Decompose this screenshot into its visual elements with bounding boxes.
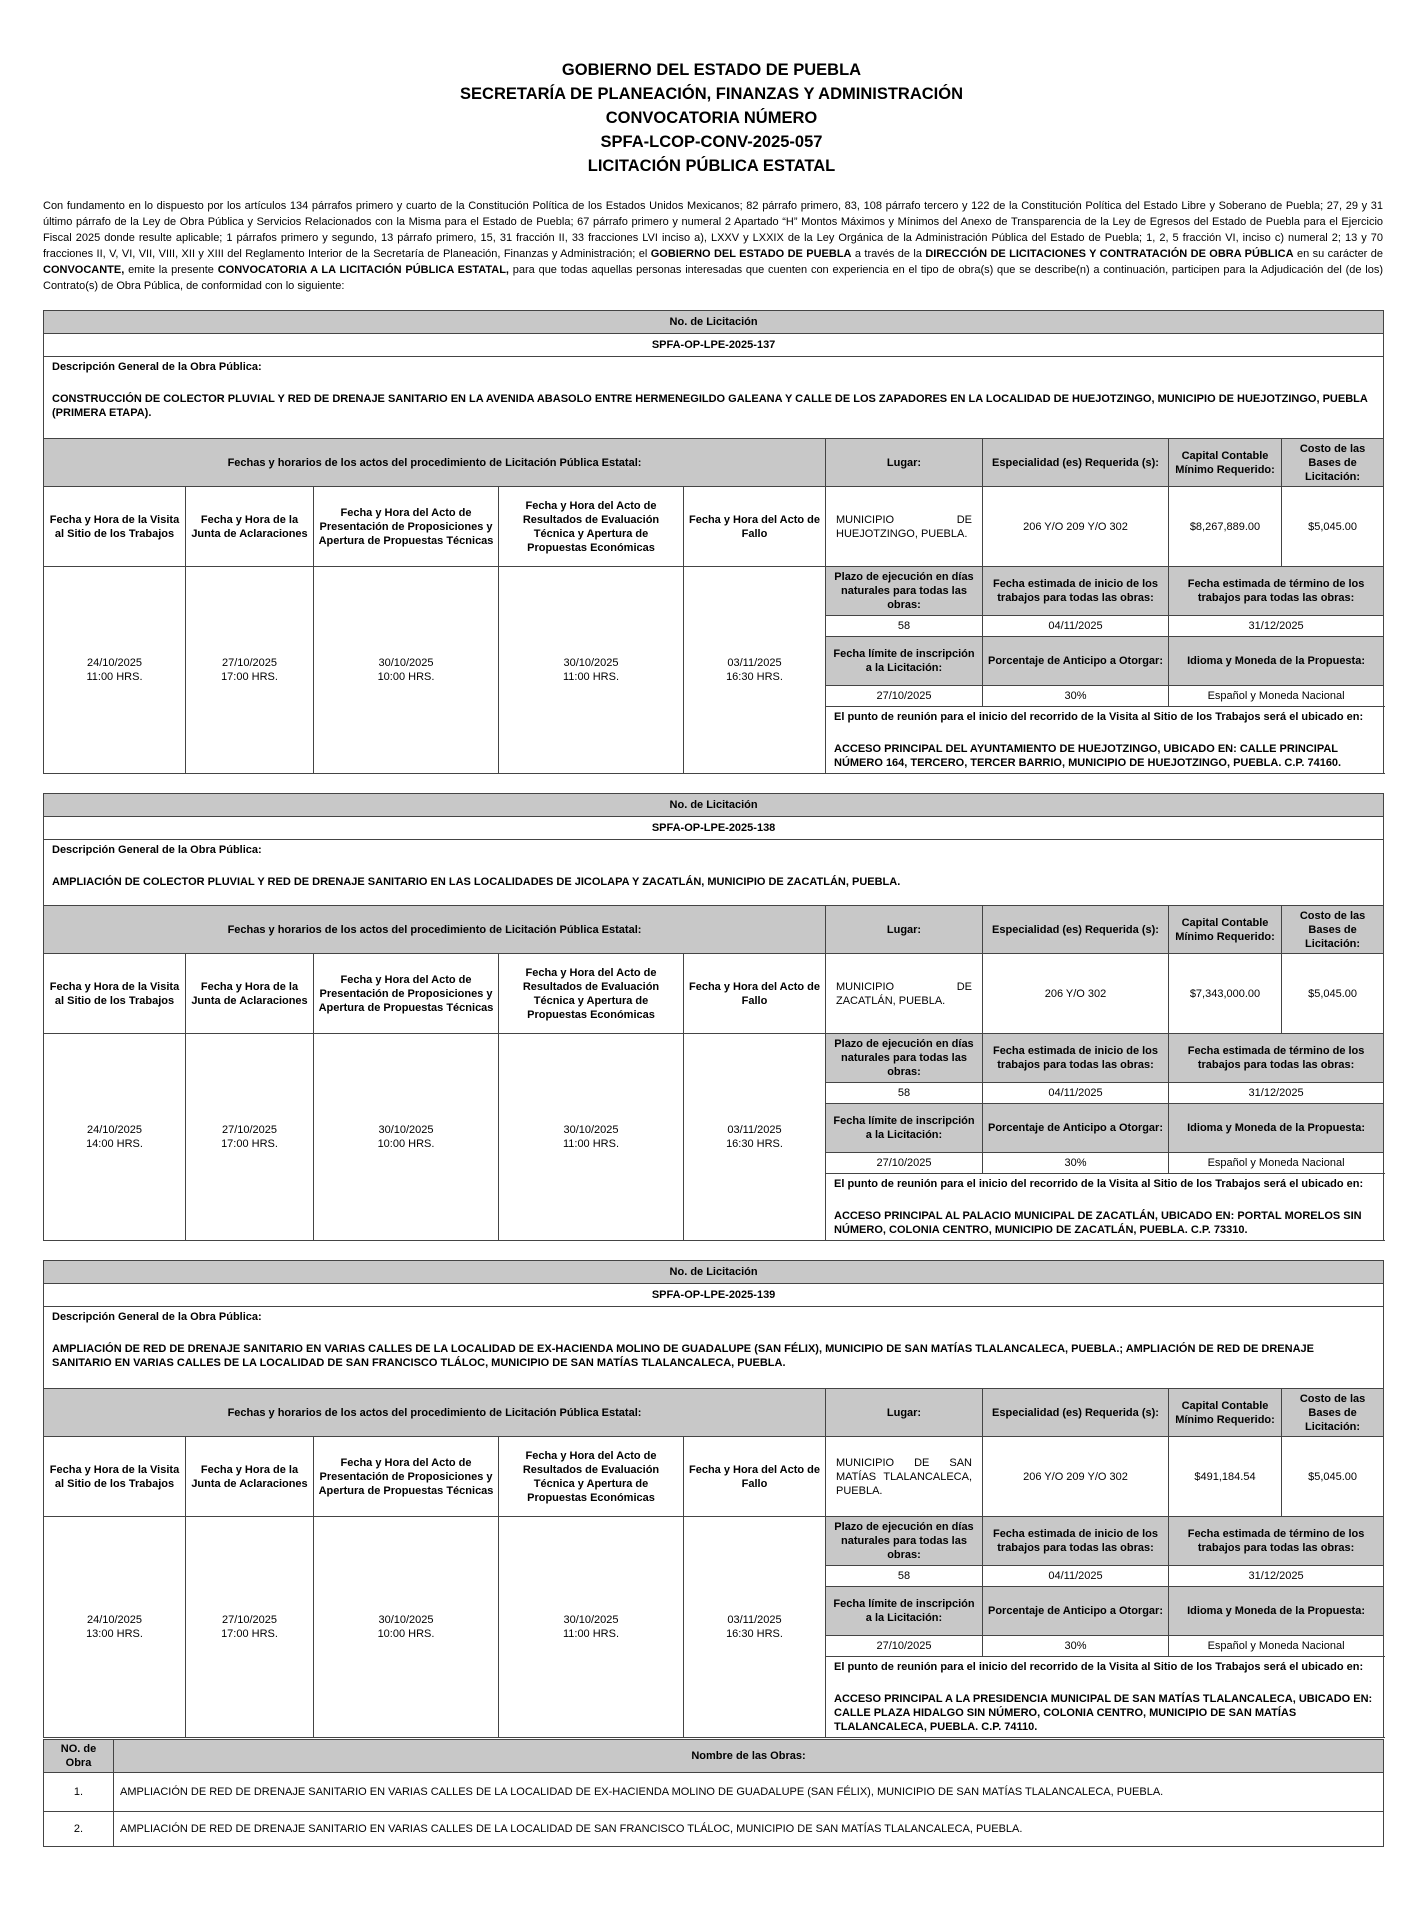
capital-value: $7,343,000.00 <box>1169 954 1282 1034</box>
fallo-hora: 16:30 HRS. <box>726 1138 783 1150</box>
limite-value: 27/10/2025 <box>826 1153 983 1174</box>
inicio-value: 04/11/2025 <box>983 616 1169 637</box>
resultados-fecha: 30/10/2025 <box>563 1124 619 1136</box>
limite-value: 27/10/2025 <box>826 686 983 707</box>
costo-label: Costo de las Bases de Licitación: <box>1282 906 1384 954</box>
junta-label: Fecha y Hora de la Junta de Aclaraciones <box>186 1437 314 1517</box>
punto-reunion-address: ACCESO PRINCIPAL A LA PRESIDENCIA MUNICIPAL DE SAN MATÍAS TLALANCALECA, UBICADO EN: CALLE PLAZA HIDALGO SIN NÚMERO, COLONIA CENTRO, MUNICIPIO DE SAN MATÍAS TLALANCALECA, PUEBLA. C.P. 74110. <box>834 1693 1373 1733</box>
termino-label: Fecha estimada de término de los trabajos para todas las obras: <box>1169 1034 1384 1083</box>
licitacion-number: SPFA-OP-LPE-2025-139 <box>44 1284 1384 1307</box>
capital-label: Capital Contable Mínimo Requerido: <box>1169 906 1282 954</box>
descripcion-text: CONSTRUCCIÓN DE COLECTOR PLUVIAL Y RED DE DRENAJE SANITARIO EN LA AVENIDA ABASOLO ENTRE HERMENEGILDO GALEANA Y CALLE DE LOS ZAPADORES EN LA LOCALIDAD DE HUEJOTZINGO, MUNICIPIO DE HUEJOTZINGO, PUEBLA (PRIMERA ETAPA). <box>52 393 1368 419</box>
intro-bold-1: GOBIERNO DEL ESTADO DE PUEBLA <box>650 248 852 260</box>
obra-row-name: AMPLIACIÓN DE RED DE DRENAJE SANITARIO EN VARIAS CALLES DE LA LOCALIDAD DE EX-HACIENDA MOLINO DE GUADALUPE (SAN FÉLIX), MUNICIPIO DE SAN MATÍAS TLALANCALECA, PUEBLA. <box>114 1773 1384 1812</box>
presentacion-fecha: 30/10/2025 <box>378 1124 434 1136</box>
punto-reunion-cell <box>826 1174 1384 1241</box>
punto-reunion-address: ACCESO PRINCIPAL DEL AYUNTAMIENTO DE HUEJOTZINGO, UBICADO EN: CALLE PRINCIPAL NÚMERO 164, TERCERO, TERCER BARRIO, MUNICIPIO DE HUEJOTZINGO, PUEBLA. C.P. 74160. <box>834 743 1342 769</box>
idioma-value: Español y Moneda Nacional <box>1169 686 1384 707</box>
fallo-hora: 16:30 HRS. <box>726 1628 783 1640</box>
plazo-label: Plazo de ejecución en días naturales para todas las obras: <box>826 567 983 616</box>
junta-value <box>186 1034 314 1241</box>
visita-label: Fecha y Hora de la Visita al Sitio de los Trabajos <box>44 954 186 1034</box>
lugar-label: Lugar: <box>826 906 983 954</box>
especialidad-label: Especialidad (es) Requerida (s): <box>983 906 1169 954</box>
descripcion-label: Descripción General de la Obra Pública: <box>52 1311 262 1323</box>
termino-value: 31/12/2025 <box>1169 1083 1384 1104</box>
fechas-titulo: Fechas y horarios de los actos del procedimiento de Licitación Pública Estatal: <box>44 906 826 954</box>
header-convocatoria-number: SPFA-LCOP-CONV-2025-057 <box>600 133 823 151</box>
obra-row-name: AMPLIACIÓN DE RED DE DRENAJE SANITARIO EN VARIAS CALLES DE LA LOCALIDAD DE SAN FRANCISCO TLÁLOC, MUNICIPIO DE SAN MATÍAS TLALANCALECA, PUEBLA. <box>114 1812 1384 1847</box>
obra-row-number: 1. <box>44 1773 114 1812</box>
lugar-value: MUNICIPIO DE ZACATLÁN, PUEBLA. <box>826 954 983 1034</box>
inicio-value: 04/11/2025 <box>983 1083 1169 1104</box>
descripcion-cell <box>44 840 1384 906</box>
intro-text-2: a través de la <box>851 248 926 260</box>
especialidad-value: 206 Y/O 209 Y/O 302 <box>983 487 1169 567</box>
resultados-label: Fecha y Hora del Acto de Resultados de Evaluación Técnica y Apertura de Propuestas Económicas <box>499 954 684 1034</box>
limite-label: Fecha límite de inscripción a la Licitación: <box>826 637 983 686</box>
junta-value <box>186 1517 314 1738</box>
termino-label: Fecha estimada de término de los trabajos para todas las obras: <box>1169 1517 1384 1566</box>
presentacion-fecha: 30/10/2025 <box>378 1614 434 1626</box>
anticipo-value: 30% <box>983 1636 1169 1657</box>
fallo-label: Fecha y Hora del Acto de Fallo <box>684 487 826 567</box>
idioma-value: Español y Moneda Nacional <box>1169 1153 1384 1174</box>
descripcion-label: Descripción General de la Obra Pública: <box>52 844 262 856</box>
lugar-label: Lugar: <box>826 1389 983 1437</box>
descripcion-text: AMPLIACIÓN DE RED DE DRENAJE SANITARIO EN VARIAS CALLES DE LA LOCALIDAD DE EX-HACIENDA MOLINO DE GUADALUPE (SAN FÉLIX), MUNICIPIO DE SAN MATÍAS TLALANCALECA, PUEBLA.; AMPLIACIÓN DE RED DE DRENAJE SANITARIO EN VARIAS CALLES DE LA LOCALIDAD DE SAN FRANCISCO TLÁLOC, MUNICIPIO DE SAN MATÍAS TLALANCALECA, PUEBLA. <box>52 1343 1314 1369</box>
fallo-hora: 16:30 HRS. <box>726 671 783 683</box>
especialidad-value: 206 Y/O 302 <box>983 954 1169 1034</box>
costo-value: $5,045.00 <box>1282 1437 1384 1517</box>
header-government: GOBIERNO DEL ESTADO DE PUEBLA <box>561 61 862 79</box>
descripcion-text: AMPLIACIÓN DE COLECTOR PLUVIAL Y RED DE DRENAJE SANITARIO EN LAS LOCALIDADES DE JICOLAPA Y ZACATLÁN, MUNICIPIO DE ZACATLÁN, PUEBLA. <box>52 876 901 888</box>
punto-reunion-label: El punto de reunión para el inicio del recorrido de la Visita al Sitio de los Trabajos será el ubicado en: <box>834 1178 1364 1190</box>
fechas-titulo: Fechas y horarios de los actos del procedimiento de Licitación Pública Estatal: <box>44 439 826 487</box>
plazo-label: Plazo de ejecución en días naturales para todas las obras: <box>826 1034 983 1083</box>
descripcion-label: Descripción General de la Obra Pública: <box>52 361 262 373</box>
presentacion-hora: 10:00 HRS. <box>377 1138 435 1150</box>
visita-hora: 14:00 HRS. <box>86 1138 143 1150</box>
presentacion-label: Fecha y Hora del Acto de Presentación de Proposiciones y Apertura de Propuestas Técnicas <box>314 1437 499 1517</box>
visita-value <box>44 1517 186 1738</box>
descripcion-cell <box>44 1307 1384 1389</box>
punto-reunion-label: El punto de reunión para el inicio del recorrido de la Visita al Sitio de los Trabajos será el ubicado en: <box>834 1661 1364 1673</box>
intro-bold-3: CONVOCANTE, <box>43 264 125 276</box>
limite-label: Fecha límite de inscripción a la Licitación: <box>826 1104 983 1153</box>
presentacion-value <box>314 567 499 774</box>
resultados-label: Fecha y Hora del Acto de Resultados de Evaluación Técnica y Apertura de Propuestas Económicas <box>499 487 684 567</box>
costo-value: $5,045.00 <box>1282 487 1384 567</box>
plazo-label: Plazo de ejecución en días naturales para todas las obras: <box>826 1517 983 1566</box>
termino-value: 31/12/2025 <box>1169 616 1384 637</box>
presentacion-hora: 10:00 HRS. <box>377 1628 435 1640</box>
visita-value <box>44 567 186 774</box>
idioma-label: Idioma y Moneda de la Propuesta: <box>1169 637 1384 686</box>
fallo-value <box>684 567 826 774</box>
anticipo-label: Porcentaje de Anticipo a Otorgar: <box>983 1587 1169 1636</box>
idioma-label: Idioma y Moneda de la Propuesta: <box>1169 1587 1384 1636</box>
intro-text-3: en su carácter de <box>1293 248 1383 260</box>
capital-value: $491,184.54 <box>1169 1437 1282 1517</box>
descripcion-cell <box>44 357 1384 439</box>
fallo-fecha: 03/11/2025 <box>727 1124 782 1136</box>
no-licitacion-label: No. de Licitación <box>44 794 1384 817</box>
fallo-label: Fecha y Hora del Acto de Fallo <box>684 1437 826 1517</box>
junta-label: Fecha y Hora de la Junta de Aclaraciones <box>186 954 314 1034</box>
costo-label: Costo de las Bases de Licitación: <box>1282 1389 1384 1437</box>
header-licitacion-type: LICITACIÓN PÚBLICA ESTATAL <box>587 157 836 175</box>
resultados-hora: 11:00 HRS. <box>562 1138 620 1150</box>
inicio-value: 04/11/2025 <box>983 1566 1169 1587</box>
junta-hora: 17:00 HRS. <box>221 1628 278 1640</box>
intro-text-1: Con fundamento en lo dispuesto por los artículos 134 párrafos primero y cuarto de la Constitución Política de los Estados Unidos Mexicanos; 82 párrafo primero, 83, 108 párrafo tercero y 122 de la Constitución Política del Estado Libre y Soberano de Puebla; 27, 29 y 31 último párrafo de la Ley de Obra Pública y Servicios Relacionados con la Misma para el Estado de Puebla; 67 párrafo primero y numeral 2 Apartado “H” Montos Máximos y Mínimos del Anexo de Transparencia de la Ley de Egresos del Estado de Puebla para el Ejercicio Fiscal 2025 donde resulte aplicable; 1 párrafos primero y segundo, 13 párrafo primero, 15, 31 fracción II, 33 fracciones LVI inciso a), LXXV y LXXIX de la Ley Orgánica de la Administración Pública del Estado de Puebla; 1, 2, 5 fracción VI, inciso c) numeral 2; 13 y 70 fracciones II, V, VI, VII, VIII, XII y XIII del Reglamento Interior de la Secretaría de Planeación, Finanzas y Administración; el <box>43 200 1383 260</box>
fallo-label: Fecha y Hora del Acto de Fallo <box>684 954 826 1034</box>
presentacion-label: Fecha y Hora del Acto de Presentación de Proposiciones y Apertura de Propuestas Técnicas <box>314 954 499 1034</box>
especialidad-value: 206 Y/O 209 Y/O 302 <box>983 1437 1169 1517</box>
lugar-value: MUNICIPIO DE SAN MATÍAS TLALANCALECA, PUEBLA. <box>826 1437 983 1517</box>
no-licitacion-label: No. de Licitación <box>44 1261 1384 1284</box>
junta-value <box>186 567 314 774</box>
costo-value: $5,045.00 <box>1282 954 1384 1034</box>
document-header <box>0 58 1423 178</box>
licitacion-table <box>43 1260 1384 1738</box>
licitacion-number: SPFA-OP-LPE-2025-138 <box>44 817 1384 840</box>
obras-header-nombre: Nombre de las Obras: <box>114 1740 1384 1773</box>
junta-label: Fecha y Hora de la Junta de Aclaraciones <box>186 487 314 567</box>
visita-hora: 13:00 HRS. <box>86 1628 143 1640</box>
junta-hora: 17:00 HRS. <box>221 1138 278 1150</box>
capital-value: $8,267,889.00 <box>1169 487 1282 567</box>
resultados-value <box>499 1034 684 1241</box>
lugar-label: Lugar: <box>826 439 983 487</box>
punto-reunion-cell <box>826 1657 1384 1738</box>
header-secretariat: SECRETARÍA DE PLANEACIÓN, FINANZAS Y ADMINISTRACIÓN <box>460 85 963 103</box>
obra-row-number: 2. <box>44 1812 114 1847</box>
limite-value: 27/10/2025 <box>826 1636 983 1657</box>
fallo-fecha: 03/11/2025 <box>727 657 782 669</box>
junta-fecha: 27/10/2025 <box>221 1124 278 1136</box>
punto-reunion-label: El punto de reunión para el inicio del recorrido de la Visita al Sitio de los Trabajos será el ubicado en: <box>834 711 1364 723</box>
especialidad-label: Especialidad (es) Requerida (s): <box>983 439 1169 487</box>
intro-text-4: emite la presente <box>124 264 218 276</box>
no-licitacion-label: No. de Licitación <box>44 311 1384 334</box>
presentacion-hora: 10:00 HRS. <box>377 671 435 683</box>
fallo-value <box>684 1517 826 1738</box>
resultados-value <box>499 1517 684 1738</box>
punto-reunion-address: ACCESO PRINCIPAL AL PALACIO MUNICIPAL DE ZACATLÁN, UBICADO EN: PORTAL MORELOS SIN NÚMERO, COLONIA CENTRO, MUNICIPIO DE ZACATLÁN, PUEBLA. C.P. 73310. <box>834 1210 1362 1236</box>
intro-bold-4: CONVOCATORIA A LA LICITACIÓN PÚBLICA ESTATAL, <box>217 264 509 276</box>
intro-bold-2: DIRECCIÓN DE LICITACIONES Y CONTRATACIÓN DE OBRA PÚBLICA <box>925 248 1294 260</box>
inicio-label: Fecha estimada de inicio de los trabajos para todas las obras: <box>983 1034 1169 1083</box>
inicio-label: Fecha estimada de inicio de los trabajos para todas las obras: <box>983 567 1169 616</box>
idioma-value: Español y Moneda Nacional <box>1169 1636 1384 1657</box>
licitacion-table <box>43 310 1384 774</box>
junta-hora: 17:00 HRS. <box>221 671 278 683</box>
visita-label: Fecha y Hora de la Visita al Sitio de los Trabajos <box>44 1437 186 1517</box>
anticipo-value: 30% <box>983 1153 1169 1174</box>
anticipo-label: Porcentaje de Anticipo a Otorgar: <box>983 1104 1169 1153</box>
licitacion-table <box>43 793 1384 1241</box>
licitacion-number: SPFA-OP-LPE-2025-137 <box>44 334 1384 357</box>
visita-value <box>44 1034 186 1241</box>
plazo-value: 58 <box>826 1566 983 1587</box>
fallo-fecha: 03/11/2025 <box>727 1614 782 1626</box>
termino-label: Fecha estimada de término de los trabajos para todas las obras: <box>1169 567 1384 616</box>
resultados-label: Fecha y Hora del Acto de Resultados de Evaluación Técnica y Apertura de Propuestas Económicas <box>499 1437 684 1517</box>
capital-label: Capital Contable Mínimo Requerido: <box>1169 1389 1282 1437</box>
plazo-value: 58 <box>826 1083 983 1104</box>
costo-label: Costo de las Bases de Licitación: <box>1282 439 1384 487</box>
visita-fecha: 24/10/2025 <box>86 657 143 669</box>
especialidad-label: Especialidad (es) Requerida (s): <box>983 1389 1169 1437</box>
intro-paragraph <box>43 198 1383 294</box>
resultados-value <box>499 567 684 774</box>
resultados-fecha: 30/10/2025 <box>563 657 619 669</box>
idioma-label: Idioma y Moneda de la Propuesta: <box>1169 1104 1384 1153</box>
termino-value: 31/12/2025 <box>1169 1566 1384 1587</box>
visita-fecha: 24/10/2025 <box>86 1614 143 1626</box>
presentacion-value <box>314 1034 499 1241</box>
fallo-value <box>684 1034 826 1241</box>
punto-reunion-cell <box>826 707 1384 774</box>
presentacion-label: Fecha y Hora del Acto de Presentación de Proposiciones y Apertura de Propuestas Técnicas <box>314 487 499 567</box>
capital-label: Capital Contable Mínimo Requerido: <box>1169 439 1282 487</box>
intro-text-5: para que todas aquellas personas interesadas que cuenten con experiencia en el tipo de obra(s) que se describe(n) a continuación, participen para la Adjudicación del (de los) Contrato(s) de Obra Pública, de conformidad con lo siguiente: <box>43 264 1383 292</box>
anticipo-value: 30% <box>983 686 1169 707</box>
resultados-hora: 11:00 HRS. <box>562 1628 620 1640</box>
lugar-value: MUNICIPIO DE HUEJOTZINGO, PUEBLA. <box>826 487 983 567</box>
junta-fecha: 27/10/2025 <box>221 1614 278 1626</box>
limite-label: Fecha límite de inscripción a la Licitación: <box>826 1587 983 1636</box>
visita-label: Fecha y Hora de la Visita al Sitio de los Trabajos <box>44 487 186 567</box>
presentacion-fecha: 30/10/2025 <box>378 657 434 669</box>
plazo-value: 58 <box>826 616 983 637</box>
visita-hora: 11:00 HRS. <box>86 671 143 683</box>
header-convocatoria-label: CONVOCATORIA NÚMERO <box>605 109 818 127</box>
inicio-label: Fecha estimada de inicio de los trabajos para todas las obras: <box>983 1517 1169 1566</box>
obras-table <box>43 1739 1384 1847</box>
fechas-titulo: Fechas y horarios de los actos del procedimiento de Licitación Pública Estatal: <box>44 1389 826 1437</box>
resultados-hora: 11:00 HRS. <box>562 671 620 683</box>
presentacion-value <box>314 1517 499 1738</box>
junta-fecha: 27/10/2025 <box>221 657 278 669</box>
visita-fecha: 24/10/2025 <box>86 1124 143 1136</box>
anticipo-label: Porcentaje de Anticipo a Otorgar: <box>983 637 1169 686</box>
obras-header-no: NO. de Obra <box>44 1740 114 1773</box>
resultados-fecha: 30/10/2025 <box>563 1614 619 1626</box>
